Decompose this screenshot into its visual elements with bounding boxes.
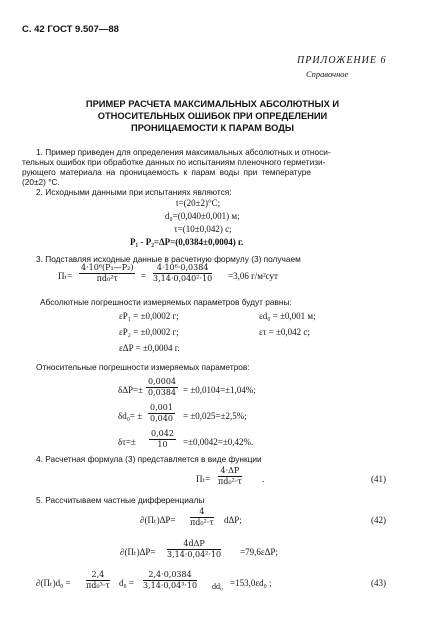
eq42-lhs: ∂(Пₜ)ΔP= [140,515,176,525]
rel-err-1-fraction [146,377,178,398]
p1-line-3: рующего материала на проницаемость к парам воды при температуре [22,167,311,177]
eq-number-41: (41) [371,474,386,484]
eq42-tail: dΔP; [224,515,242,525]
p3-fraction-1 [79,263,135,284]
appendix-kind: Справочное [306,69,349,79]
p3-num-2: 4·10⁶·0,0384 [153,263,212,274]
p4-tail: . [262,474,265,484]
p3-num-1: 4·10⁶(P₁—P₂) [81,263,134,272]
abs-err-tau: ετ = ±0,042 с; [259,327,310,337]
rel-err-2-fraction [148,403,175,424]
rel-err-3-den: 10 [157,440,168,449]
p1-line-2: тельных ошибок при обработке данных по испытаниям пленочного герметизи- [22,157,326,167]
eq43-result: =153,0εd₀ ; [230,578,272,588]
eq42b-num: 4dΔP [167,539,221,550]
p1-line-4: (20±2) °С. [22,177,60,187]
eq-number-43: (43) [371,578,386,588]
rel-errors-heading: Относительные погрешности измеряемых параметров: [36,362,250,372]
p3-text: 3. Подставляя исходные данные в расчетную формулу (3) получаем [36,254,301,264]
p4-text: 4. Расчетная формула (3) представляется в виде функции [36,454,262,464]
title-line-3: ПРОНИЦАЕМОСТИ К ПАРАМ ВОДЫ [131,123,294,133]
input-tau: τ=(10±0,042) с; [174,224,232,234]
input-d0: d₀=(0,040±0,001) м; [165,211,240,221]
p5-text: 5. Рассчитываем частные дифференциалы [36,495,205,505]
rel-err-2-den: 0,040 [150,414,173,423]
rel-err-2-lhs: δd₀= ± [118,411,143,421]
abs-err-p1: εP₁ = ±0,0002 г; [119,311,179,321]
abs-err-p2: εP₂ = ±0,0002 г; [119,327,179,337]
p4-lhs: Пₜ= [196,474,211,484]
eq43-lhs: ∂(Пₜ)d₀ = [36,578,71,588]
page-header: С. 42 ГОСТ 9.507—88 [22,24,119,35]
p3-result: =3,06 г/м²сут [228,271,278,281]
rel-err-1-den: 0,0384 [148,388,176,397]
eq43-den-1: πd₀³·τ [86,581,110,590]
eq43-fraction-2 [143,570,197,591]
rel-err-3-lhs: δτ=± [118,437,136,447]
title-line-2: ОТНОСИТЕЛЬНЫХ ОШИБОК ПРИ ОПРЕДЕЛЕНИИ [97,111,328,121]
abs-err-d0: εd₀ = ±0,001 м; [259,311,316,321]
rel-err-3-fraction [149,429,176,450]
eq43-diff: dd₀ [212,582,223,591]
eq43-fraction-1 [86,570,110,591]
eq43-num-1: 2,4 [86,570,110,581]
eq42b-den: 3,14·0,04²·10 [167,550,222,559]
input-p: P₁ - P₂=ΔP=(0,0384±0,0004) г. [130,237,244,247]
rel-err-2-num: 0,001 [150,403,173,412]
p4-fraction [218,466,242,487]
rel-err-3-num: 0,042 [151,429,174,438]
p3-fraction-2 [153,263,212,284]
eq43-num-2: 2,4·0,0384 [143,570,197,581]
title-line-1: ПРИМЕР РАСЧЕТА МАКСИМАЛЬНЫХ АБСОЛЮТНЫХ И [85,99,340,109]
eq43-mid: d₀ = [119,578,134,588]
eq-number-42: (42) [371,515,386,525]
p3-lhs: Пₜ= [58,271,73,281]
eq42b-fraction [167,539,221,560]
rel-err-3-result: =±0,0042=±0,42%. [183,437,254,447]
eq42b-lhs: ∂(Пₜ)ΔP= [120,547,156,557]
rel-err-2-result: = ±0,025=±2,5%; [183,411,247,421]
eq42b-result: =79,6εΔP; [240,547,278,557]
p2-text: 2. Исходными данными при испытаниях являются: [36,187,232,197]
eq42-num: 4 [190,507,214,518]
abs-errors-heading: Абсолютные погрешности измеряемых параметров будут равны: [40,297,292,307]
rel-err-1-lhs: δΔP=± [118,385,144,395]
p1-line-1: 1. Пример приведен для определения максимальных абсолютных и относи- [36,147,331,157]
abs-err-dp: εΔP = ±0,0004 г. [119,343,180,353]
p3-den-2: 3,14·0,040²·10 [153,274,213,283]
p3-den-1: πd₀²τ [96,274,118,283]
rel-err-1-result: = ±0,0104=±1,04%; [183,385,256,395]
appendix-label: ПРИЛОЖЕНИЕ 6 [297,55,387,66]
rel-err-1-num: 0,0004 [148,377,176,386]
eq42-den: πd₀²·τ [190,518,214,527]
p3-equals: = [141,271,147,281]
eq43-den-2: 3,14·0,04³·10 [143,581,198,590]
p4-num: 4·ΔP [218,466,242,477]
p4-den: πd₀²·τ [218,477,242,486]
input-t: t=(20±2)°С; [176,198,221,208]
eq42-fraction [190,507,214,528]
